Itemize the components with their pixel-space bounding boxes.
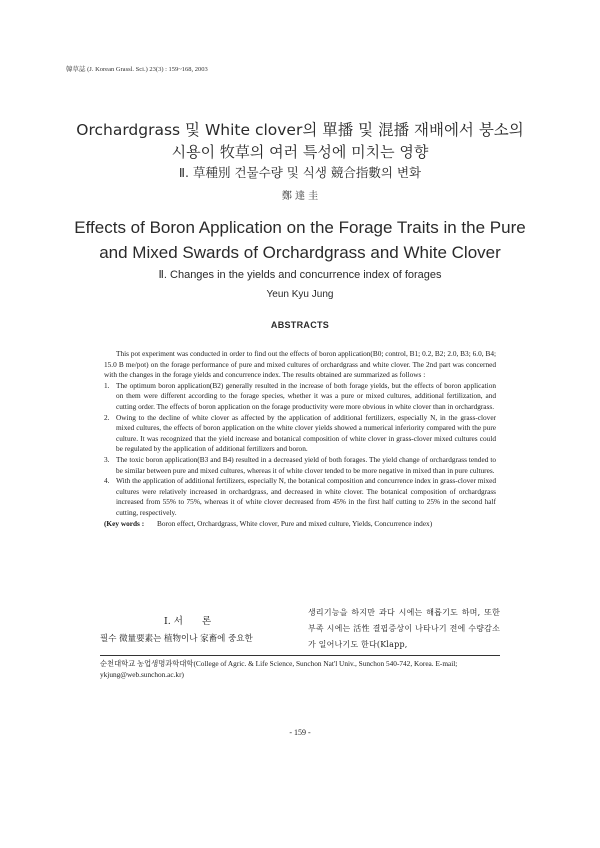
author-affiliation: 순천대학교 농업생명과학대학(College of Agric. & Life Science, Sunchon Nat'l Univ., Sunchon 540-742, Korea. E-mail; ykjung@web.sunchon.ac.kr) [100, 659, 458, 679]
item-text: The toxic boron application(B3 and B4) resulted in a decreased yield of both forages. The yield change of orchardgrass tended to be similar between pure and mixed cultures, whereas it of white clover tended to be more negative in mixed than in pure cultures. [116, 454, 496, 475]
abstract-item [104, 381, 496, 413]
page-number: - 159 - [289, 728, 311, 737]
item-number: 4. [104, 476, 110, 486]
abstract-item [104, 476, 496, 518]
korean-title-line2: 시용이 牧草의 여러 특성에 미치는 영향 [171, 143, 429, 161]
footnote-divider [100, 655, 500, 656]
journal-citation: 韓草誌 (J. Korean Grassl. Sci.) 23(3) : 159~168, 2003 [66, 66, 208, 73]
english-title-line1: Effects of Boron Application on the Forage Traits in the Pure [74, 218, 526, 237]
item-number: 3. [104, 454, 110, 464]
item-text: Owing to the decline of white clover as affected by the application of additional fertilizers, especially N, in the grass-clover mixed cultures, the effects of boron application on the white clover yields showed a numerical inferiority compared with the pure culture. It was recognized that the yield increase and botanical composition of white clover in grass-clover mixed cultures could be regulated by the application of additional fertilizers and boron. [116, 412, 496, 454]
korean-subtitle: Ⅱ. 草種別 건물수량 및 식생 競合指數의 변화 [178, 165, 422, 180]
english-author: Yeun Kyu Jung [266, 289, 334, 300]
item-number: 2. [104, 412, 110, 422]
keywords-label: (Key words : [104, 518, 145, 528]
section-heading-introduction: Ⅰ. 서 론 [164, 616, 212, 627]
item-number: 1. [104, 380, 110, 390]
abstract-body [104, 349, 496, 529]
keywords-text: Boron effect, Orchardgrass, White clover, Pure and mixed culture, Yields, Concurrence index) [157, 518, 433, 528]
korean-author: 鄭 達 圭 [281, 191, 319, 202]
abstract-item [104, 413, 496, 455]
english-title-line2: and Mixed Swards of Orchardgrass and White Clover [99, 243, 501, 262]
abstract-heading: ABSTRACTS [270, 320, 330, 330]
body-left-text: 필수 微量要素는 植物이나 家畜에 중요한 [100, 634, 253, 644]
item-text: The optimum boron application(B2) generally resulted in the increase of both forage yields, but the effects of boron application on them were different according to the forage species, whether it was a pure or mixed cultures, additional fertilization, and cutting order. The effects of boron application on the forage productivity were more obvious in white clover than in orchardgrass. [116, 380, 496, 411]
korean-title-line1: Orchardgrass 및 White clover의 單播 및 混播 재배에서 붕소의 [76, 121, 524, 139]
abstract-results-list [104, 381, 496, 519]
item-text: With the application of additional fertilizers, especially N, the botanical composition and concurrence index in grass-clover mixed cultures were relatively increased in orchardgrass, and decreased in white clover. The botanical composition of orchardgrass increased from 55% to 75%, whereas it of white clover decreased from 45% in the first half cutting to 25% in the second half cutting, respectively. [116, 476, 496, 517]
english-subtitle: Ⅱ. Changes in the yields and concurrence index of forages [158, 269, 442, 281]
body-right-text: 생리기능을 하지만 과다 시에는 해롭기도 하며, 또한 부족 시에는 活性 결핍증상이 나타나기 전에 수량감소가 일어나기도 한다(Klapp, [308, 608, 500, 649]
abstract-intro: This pot experiment was conducted in order to find out the effects of boron application(B0; control, B1; 0.2, B2; 2.0, B3; 6.0, B4; 15.0 B me/pot) on the forage performance of pure and mixed cultures of orchardgrass and white clover. The 2nd part was concerned with the changes in the forage yields and concurrence index. The results obtained are summarized as follows : [104, 349, 496, 380]
abstract-item [104, 455, 496, 476]
keywords [104, 519, 496, 530]
